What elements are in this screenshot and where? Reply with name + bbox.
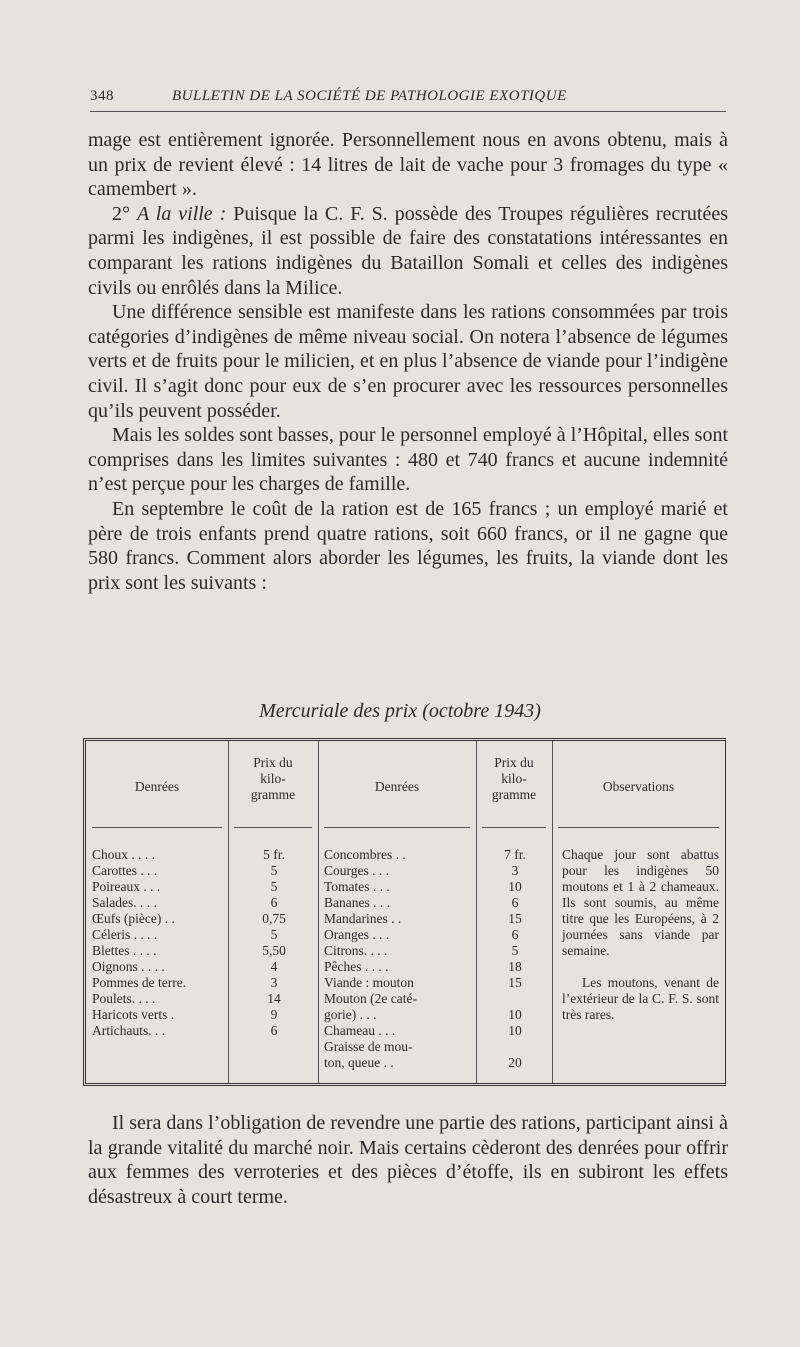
header-rule bbox=[558, 827, 719, 828]
page-number: 348 bbox=[90, 88, 114, 104]
header-observations: Observations bbox=[602, 779, 675, 794]
paragraph-2-number: 2° bbox=[112, 202, 137, 225]
table-cell: 14 bbox=[267, 991, 281, 1006]
table-cell: 7 fr. bbox=[504, 847, 526, 862]
observation-2: Les moutons, venant de l’extérieur de la C. F. S. sont très rares. bbox=[562, 975, 719, 1022]
column-items-2 bbox=[318, 741, 477, 1083]
body-text bbox=[88, 128, 728, 595]
table-cell: Oignons . . . . bbox=[92, 959, 165, 974]
header-items-1: Denrées bbox=[134, 779, 180, 794]
table-cell: Œufs (pièce) . . bbox=[92, 911, 175, 926]
table-cell: 20 bbox=[508, 1055, 522, 1070]
table-cell: ton, queue . . bbox=[324, 1055, 394, 1070]
table-cell: 6 bbox=[511, 895, 519, 910]
table-cell: Mandarines . . bbox=[324, 911, 402, 926]
column-price-2 bbox=[476, 741, 553, 1083]
running-header bbox=[90, 88, 726, 112]
header-rule bbox=[482, 827, 546, 828]
paragraph-2-text: Puisque la C. F. S. possède des Troupes régulières recrutées parmi les indigènes, il est possible de faire des constatations intéressantes en comparant les rations indigènes du Bataillon Somali et celles des indigènes civils ou enrôlés dans la Milice. bbox=[88, 202, 728, 299]
column-price-1 bbox=[228, 741, 319, 1083]
table-cell: Viande : mouton bbox=[324, 975, 414, 990]
table-cell: 9 bbox=[270, 1007, 278, 1022]
table-cell: 3 bbox=[511, 863, 519, 878]
table-cell bbox=[482, 1039, 548, 1055]
table-cell: 10 bbox=[508, 879, 522, 894]
table-cell: Concombres . . bbox=[324, 847, 406, 862]
table-cell: Pommes de terre. bbox=[92, 975, 187, 990]
table-cell: Poulets. . . . bbox=[92, 991, 156, 1006]
table-cell: Chameau . . . bbox=[324, 1023, 396, 1038]
table-cell: 15 bbox=[508, 911, 522, 926]
table-cell: 15 bbox=[508, 975, 522, 990]
prices-1-list bbox=[234, 847, 314, 1039]
table-cell: 0,75 bbox=[262, 911, 286, 926]
table-cell: 4 bbox=[270, 959, 278, 974]
header-rule bbox=[234, 827, 312, 828]
header-items-2: Denrées bbox=[374, 779, 420, 794]
table-cell: Prix du bbox=[494, 755, 534, 770]
table-cell: Mouton (2e caté- bbox=[324, 991, 417, 1006]
table-cell: Artichauts. . . bbox=[92, 1023, 166, 1038]
table-cell: Poireaux . . . bbox=[92, 879, 161, 894]
closing-text bbox=[88, 1111, 728, 1209]
price-table bbox=[83, 738, 726, 1086]
table-cell bbox=[482, 991, 548, 1007]
table-cell: Oranges . . . bbox=[324, 927, 390, 942]
header-rule bbox=[324, 827, 470, 828]
prices-2-list bbox=[482, 847, 548, 1071]
table-cell: Céleris . . . . bbox=[92, 927, 158, 942]
header-rule bbox=[92, 827, 222, 828]
table-cell: Blettes . . . . bbox=[92, 943, 157, 958]
observations-text bbox=[562, 847, 719, 1023]
table-cell: Bananes . . . bbox=[324, 895, 390, 910]
table-cell: 6 bbox=[270, 1023, 278, 1038]
table-cell: 5 bbox=[270, 863, 278, 878]
table-cell: kilo- bbox=[501, 771, 527, 786]
paragraph-5: En septembre le coût de la ration est de 165 francs ; un employé marié et père de trois enfants prend quatre rations, soit 660 francs, or il ne gagne que 580 francs. Comment alors aborder les légumes, les fruits, la viande dont les prix sont les suivants : bbox=[88, 497, 728, 594]
paragraph-2 bbox=[88, 202, 728, 300]
table-cell: 5 bbox=[270, 879, 278, 894]
table-cell: Tomates . . . bbox=[324, 879, 390, 894]
table-cell: 5 fr. bbox=[263, 847, 285, 862]
table-cell: Haricots verts . bbox=[92, 1007, 175, 1022]
items-2-list bbox=[324, 847, 472, 1071]
paragraph-1: mage est entièrement ignorée. Personnellement nous en avons obtenu, mais à un prix de revient élevé : 14 litres de lait de vache pour 3 fromages du type « camembert ». bbox=[88, 129, 728, 201]
header-price-2 bbox=[476, 755, 552, 803]
table-cell: 3 bbox=[270, 975, 278, 990]
table-cell: 10 bbox=[508, 1007, 522, 1022]
table-cell: 5 bbox=[511, 943, 519, 958]
table-cell: 5 bbox=[270, 927, 278, 942]
column-items-1 bbox=[86, 741, 229, 1083]
table-cell: Carottes . . . bbox=[92, 863, 158, 878]
table-cell: kilo- bbox=[260, 771, 286, 786]
table-cell: Choux . . . . bbox=[92, 847, 156, 862]
table-cell: Citrons. . . . bbox=[324, 943, 388, 958]
column-observations bbox=[552, 741, 725, 1083]
table-cell: Salades. . . . bbox=[92, 895, 157, 910]
paragraph-4: Mais les soldes sont basses, pour le personnel employé à l’Hôpital, elles sont comprises dans les limites suivantes : 480 et 740 francs et aucune indemnité n’est perçue pour les charges de famille. bbox=[88, 424, 728, 496]
paragraph-3: Une différence sensible est manifeste dans les rations consommées par trois catégories d’indigènes de même niveau social. On notera l’absence de légumes verts et de fruits pour le milicien, et en plus l’absence de viande pour l’indigène civil. Il s’agit donc pour eux de s’en procurer avec les ressources personnelles qu’ils peuvent posséder. bbox=[88, 301, 728, 422]
table-cell: 10 bbox=[508, 1023, 522, 1038]
table-cell: 5,50 bbox=[262, 943, 286, 958]
table-cell: gramme bbox=[491, 787, 537, 802]
items-1-list bbox=[92, 847, 224, 1039]
table-cell: Graisse de mou- bbox=[324, 1039, 413, 1054]
header-price-1 bbox=[228, 755, 318, 803]
table-caption: Mercuriale des prix (octobre 1943) bbox=[259, 700, 541, 722]
table-cell: 6 bbox=[511, 927, 519, 942]
observation-1: Chaque jour sont abattus pour les indigènes 50 moutons et 1 à 2 chameaux. Ils sont soumis, au même titre que les Européens, à 2 journées sans viande par semaine. bbox=[562, 847, 719, 958]
table-cell: Courges . . . bbox=[324, 863, 390, 878]
table-cell: Prix du bbox=[253, 755, 293, 770]
table-cell: gramme bbox=[250, 787, 296, 802]
closing-paragraph: Il sera dans l’obligation de revendre une partie des rations, participant ainsi à la grande vitalité du marché noir. Mais certains cèderont des denrées pour offrir aux femmes des verroteries et des pièces d’étoffe, ils en subiront les effets désastreux à court terme. bbox=[88, 1112, 728, 1208]
table-cell: Pêches . . . . bbox=[324, 959, 389, 974]
table-cell: gorie) . . . bbox=[324, 1007, 377, 1022]
table-cell: 18 bbox=[508, 959, 522, 974]
table-cell: 6 bbox=[270, 895, 278, 910]
running-title: BULLETIN DE LA SOCIÉTÉ DE PATHOLOGIE EXOTIQUE bbox=[172, 88, 567, 104]
paragraph-2-heading: A la ville : bbox=[136, 202, 227, 225]
